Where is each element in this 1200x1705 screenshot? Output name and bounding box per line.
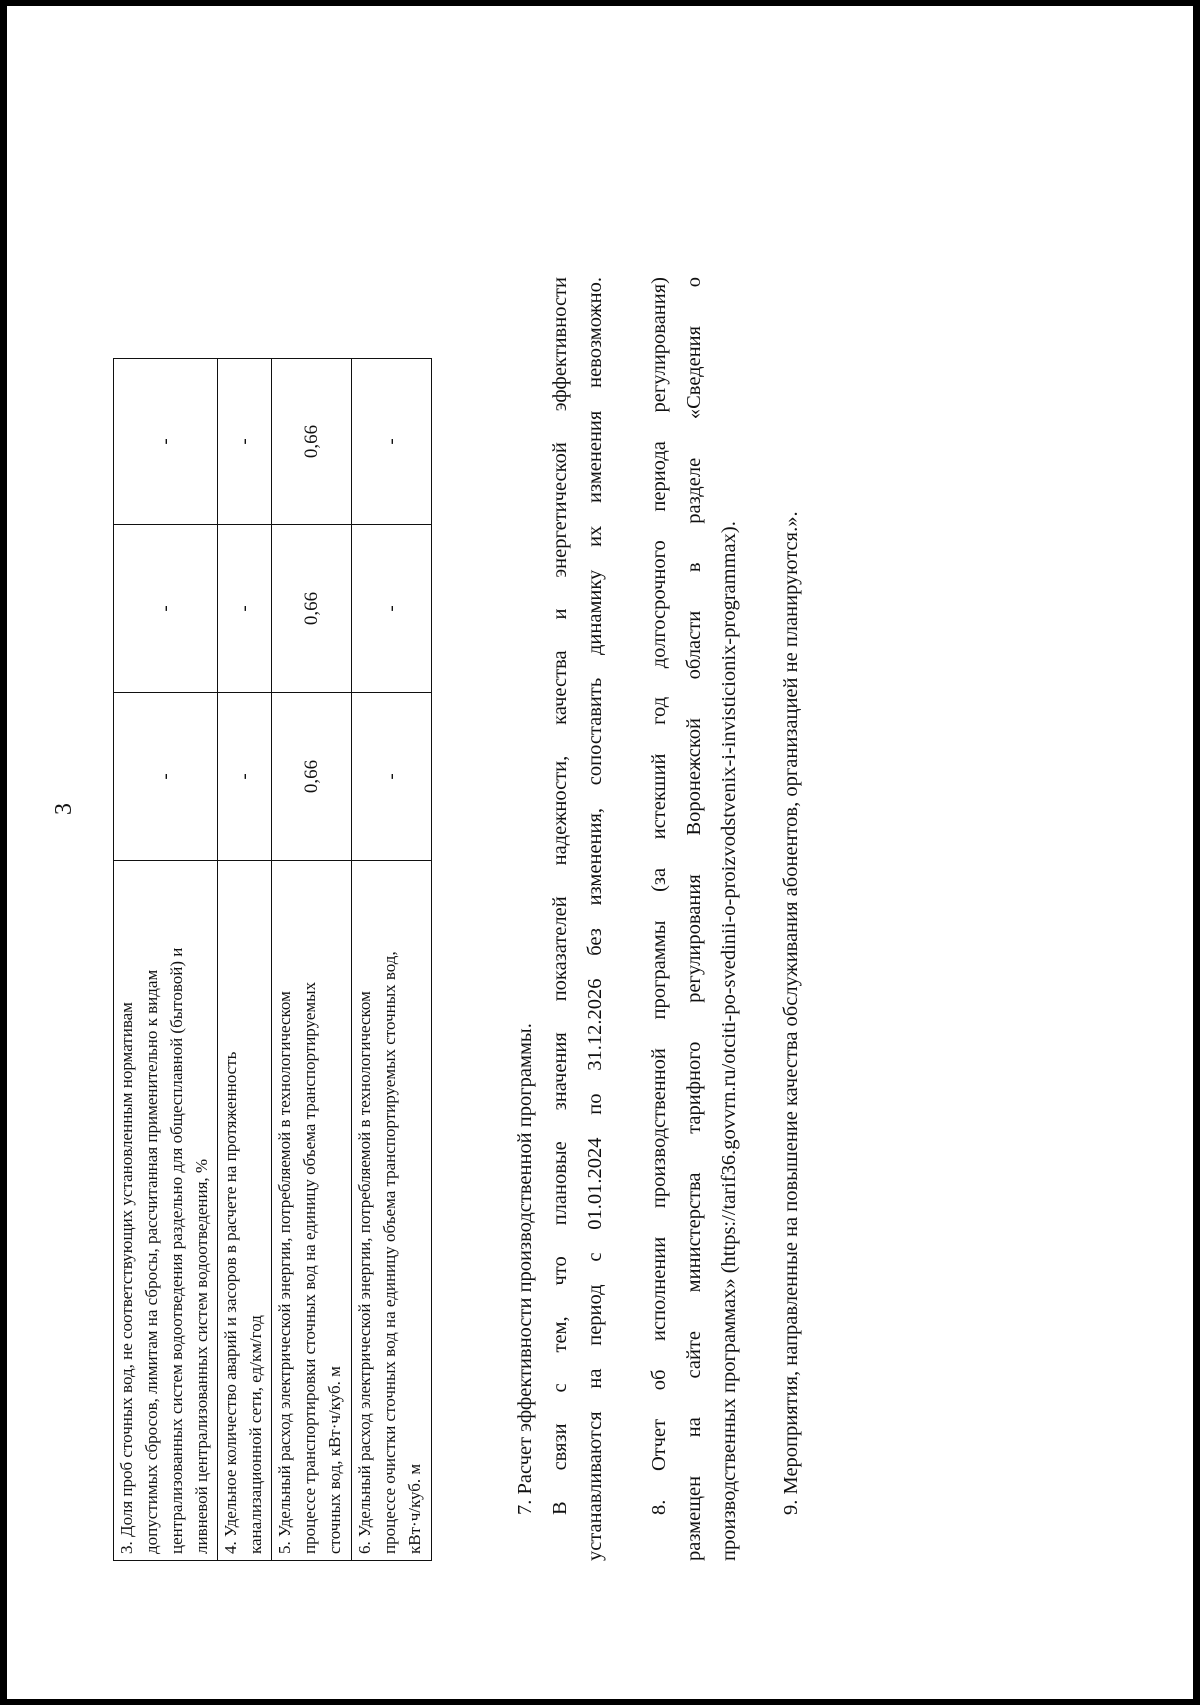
indicator-label-line: процессе транспортировки сточных вод на единицу объема транспортируемых	[300, 981, 319, 1554]
section-7-text-line: устанавливаются на период с 01.01.2024 по 31.12.2026 без изменения, сопоставить динамику их изменения невозможно.	[584, 277, 606, 1561]
section-8-text-line: производственных программах» (https://tarif36.govvrn.ru/otciti-po-svedinii-o-proizvodstvenix-i-invisticionix-programmax).	[718, 521, 740, 1561]
indicator-label-cell	[352, 861, 432, 1561]
section-8-text-line: 8. Отчет об исполнении производственной программы (за истекший год долгосрочного периода регулирования)	[648, 277, 670, 1515]
indicator-label-line: кВт·ч/куб. м	[405, 1463, 424, 1554]
section-7-heading: 7. Расчет эффективности производственной программы.	[514, 1023, 536, 1515]
indicator-value-2026: -	[352, 359, 432, 525]
indicator-value-2024: -	[114, 693, 218, 861]
indicator-value-2024: -	[352, 693, 432, 861]
indicator-value-2026: 0,66	[272, 359, 352, 525]
indicator-label-cell	[218, 861, 272, 1561]
indicator-label-line: 3. Доля проб сточных вод, не соответствующих установленным нормативам	[117, 1002, 136, 1554]
indicator-value-2026: -	[114, 359, 218, 525]
table-row	[352, 359, 432, 1561]
table-row	[272, 359, 352, 1561]
indicator-label-line: канализационной сети, ед/км/год	[246, 1315, 265, 1554]
indicator-label-line: процессе очистки сточных вод на единицу объема транспортируемых сточных вод,	[380, 951, 399, 1554]
rotated-page-content	[7, 6, 1193, 1699]
indicator-label-line: ливневой централизованных систем водоотведения, %	[192, 1158, 211, 1554]
indicator-value-2025: -	[352, 525, 432, 693]
indicators-table	[113, 358, 432, 1561]
indicator-label-line: сточных вод, кВт·ч/куб. м	[325, 1366, 344, 1554]
indicator-label-line: централизованных систем водоотведения раздельно для общесплавной (бытовой) и	[167, 947, 186, 1554]
table-row	[218, 359, 272, 1561]
indicator-label-cell	[272, 861, 352, 1561]
indicator-value-2025: 0,66	[272, 525, 352, 693]
indicator-value-2025: -	[218, 525, 272, 693]
indicator-label-cell	[114, 861, 218, 1561]
indicator-value-2024: -	[218, 693, 272, 861]
section-8-text-line: размещен на сайте министерства тарифного регулирования Воронежской области в разделе «Сведения о	[683, 277, 705, 1561]
indicator-label-line: 6. Удельный расход электрической энергии, потребляемой в технологическом	[355, 991, 374, 1554]
indicator-value-2026: -	[218, 359, 272, 525]
indicator-value-2024: 0,66	[272, 693, 352, 861]
scanned-page	[7, 6, 1193, 1699]
indicator-label-line: допустимых сбросов, лимитам на сбросы, рассчитанная применительно к видам	[142, 969, 161, 1554]
section-9-text: 9. Мероприятия, направленные на повышение качества обслуживания абонентов, организацией не планируются.».	[780, 511, 802, 1515]
table-row	[114, 359, 218, 1561]
indicator-label-line: 4. Удельное количество аварий и засоров в расчете на протяженность	[221, 1051, 240, 1554]
indicator-label-line: 5. Удельный расход электрической энергии, потребляемой в технологическом	[275, 991, 294, 1554]
section-7-text-line: В связи с тем, что плановые значения показателей надежности, качества и энергетической эффективности	[549, 277, 571, 1515]
page-number: 3	[51, 803, 77, 815]
indicator-value-2025: -	[114, 525, 218, 693]
